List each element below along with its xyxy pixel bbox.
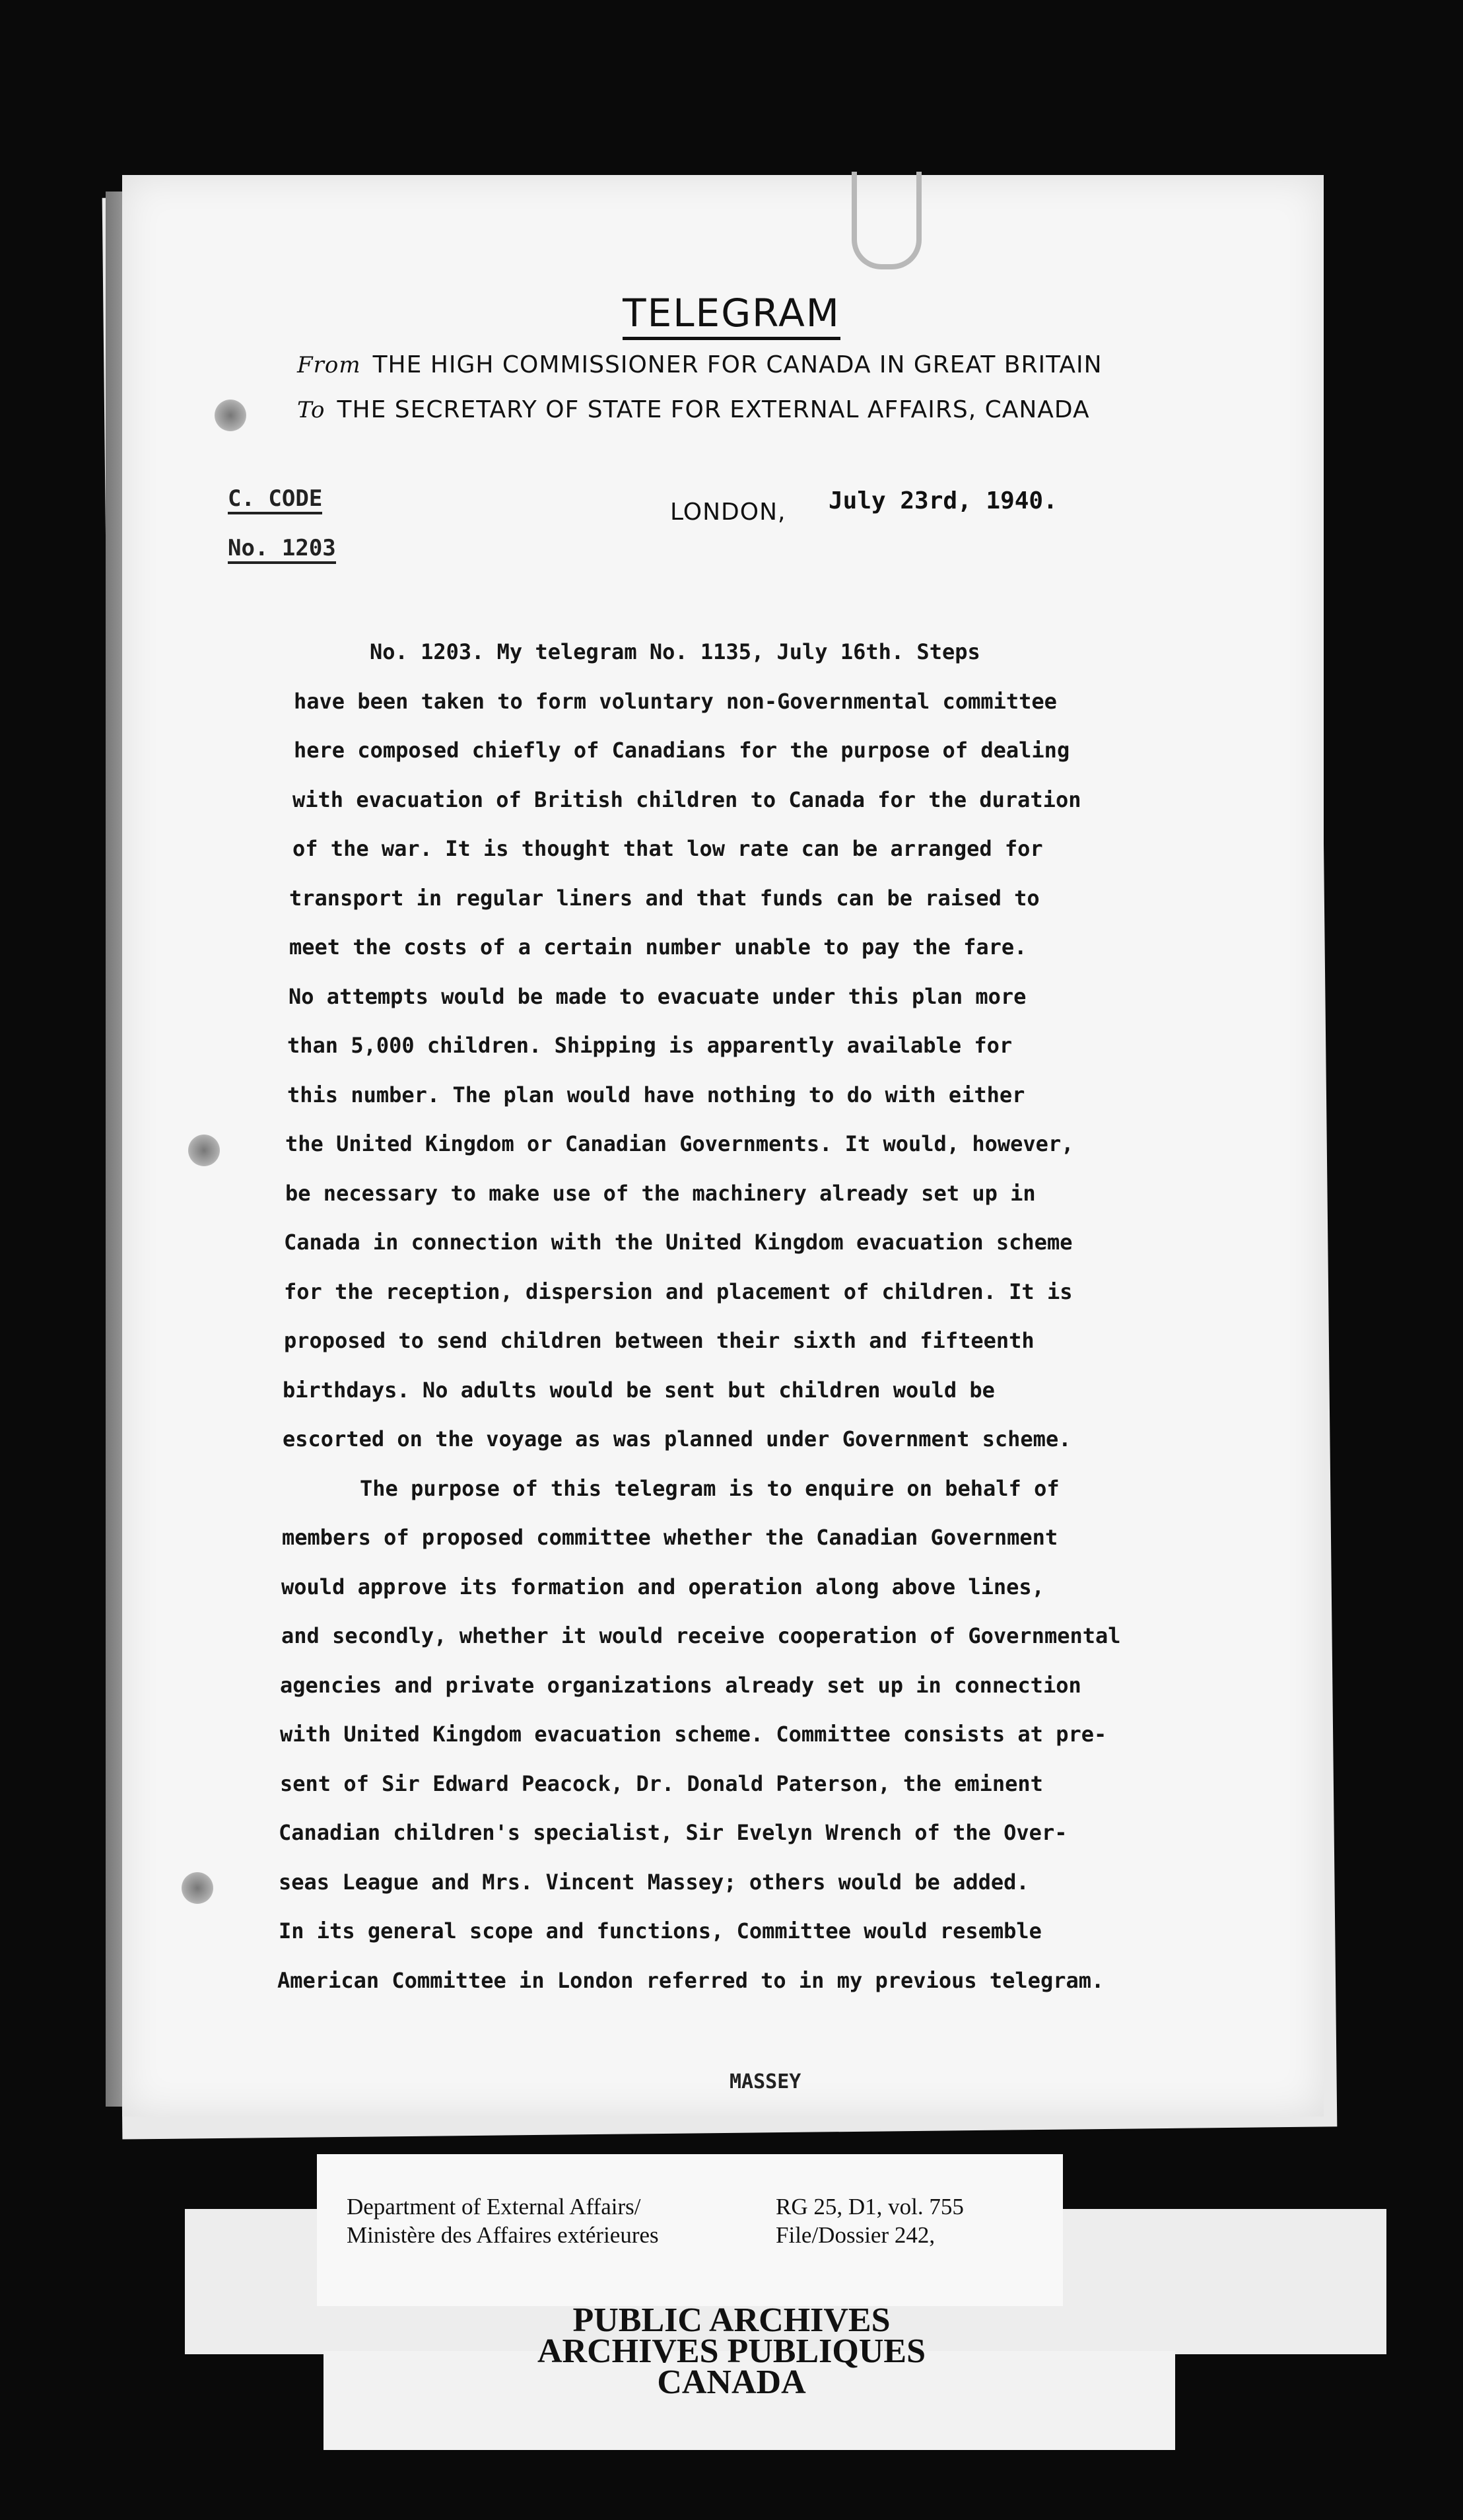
signature: MASSEY [730, 2070, 801, 2093]
body-line: of the war. It is thought that low rate can be arranged for [292, 836, 1043, 861]
body-line: seas League and Mrs. Vincent Massey; others would be added. [279, 1870, 1029, 1895]
body-line: and secondly, whether it would receive cooperation of Governmental [281, 1623, 1121, 1648]
body-line: than 5,000 children. Shipping is apparently available for [287, 1033, 1013, 1058]
punch-hole-icon [215, 400, 246, 431]
to-line [297, 396, 1090, 423]
body-line: Canada in connection with the United Kingdom evacuation scheme [284, 1230, 1073, 1255]
body-line: meet the costs of a certain number unable to pay the fare. [289, 934, 1027, 960]
stamp-canada: CANADA [657, 2363, 806, 2401]
body-line: transport in regular liners and that funds can be raised to [289, 886, 1040, 911]
stamp-archives-publiques: ARCHIVES PUBLIQUES [537, 2332, 926, 2370]
body-line: the United Kingdom or Canadian Governments. It would, however, [285, 1131, 1074, 1156]
city: LONDON, [670, 499, 786, 526]
body-line: In its general scope and functions, Committee would resemble [279, 1918, 1042, 1943]
body-line: with United Kingdom evacuation scheme. Committee consists at pre- [280, 1722, 1107, 1747]
dept-french: Ministère des Affaires extérieures [347, 2222, 659, 2248]
cipher-code: C. CODE [228, 485, 322, 514]
paper-clip-icon [852, 172, 922, 269]
body-line: sent of Sir Edward Peacock, Dr. Donald Paterson, the eminent [280, 1771, 1043, 1796]
body-line: with evacuation of British children to Canada for the duration [292, 787, 1081, 812]
body-line: Canadian children's specialist, Sir Evelyn Wrench of the Over- [279, 1820, 1068, 1845]
telegram-title: TELEGRAM [0, 291, 1463, 335]
body-line: No attempts would be made to evacuate under this plan more [289, 984, 1027, 1009]
body-line: be necessary to make use of the machinery already set up in [285, 1181, 1036, 1206]
body-line: birthdays. No adults would be sent but children would be [283, 1378, 995, 1403]
punch-hole-icon [188, 1135, 220, 1166]
body-line: proposed to send children between their sixth and fifteenth [284, 1328, 1035, 1353]
from-prefix: From [297, 352, 361, 378]
body-line: here composed chiefly of Canadians for the purpose of dealing [294, 738, 1070, 763]
to-text: THE SECRETARY OF STATE FOR EXTERNAL AFFAIRS, CANADA [337, 396, 1090, 423]
body-line: American Committee in London referred to in my previous telegram. [277, 1968, 1105, 1993]
body-line: for the reception, dispersion and placement of children. It is [284, 1279, 1073, 1304]
body-line: No. 1203. My telegram No. 1135, July 16th. Steps [370, 639, 980, 664]
body-line: agencies and private organizations already set up in connection [280, 1673, 1081, 1698]
from-text: THE HIGH COMMISSIONER FOR CANADA IN GREAT BRITAIN [372, 351, 1103, 378]
body-line: this number. The plan would have nothing to do with either [287, 1082, 1025, 1107]
stamp-public-archives: PUBLIC ARCHIVES [572, 2301, 891, 2339]
dept-english: Department of External Affairs/ [347, 2194, 641, 2220]
file-dossier: File/Dossier 242, [776, 2222, 936, 2248]
from-line [297, 351, 1103, 378]
archive-reference: RG 25, D1, vol. 755 [776, 2194, 964, 2220]
telegram-number: No. 1203 [228, 535, 336, 564]
body-line: have been taken to form voluntary non-Governmental committee [294, 689, 1057, 714]
to-prefix: To [297, 397, 325, 423]
body-line: members of proposed committee whether the Canadian Government [282, 1525, 1058, 1550]
body-line: would approve its formation and operation along above lines, [281, 1574, 1044, 1599]
body-line: escorted on the voyage as was planned under Government scheme. [283, 1426, 1072, 1452]
body-line: The purpose of this telegram is to enquire on behalf of [360, 1476, 1060, 1501]
date: July 23rd, 1940. [829, 487, 1058, 514]
punch-hole-icon [182, 1872, 213, 1904]
